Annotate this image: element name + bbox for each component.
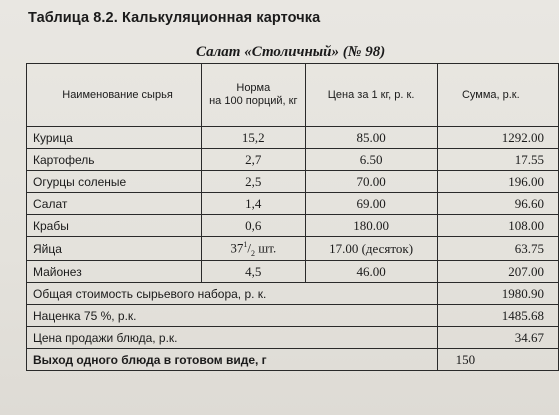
summary-value: 150 (437, 349, 558, 371)
summary-row (27, 305, 559, 327)
row-name: Яйца (27, 237, 202, 261)
row-name: Салат (27, 193, 202, 215)
row-price: 17.00 (десяток) (305, 237, 437, 261)
row-price: 69.00 (305, 193, 437, 215)
row-price: 70.00 (305, 171, 437, 193)
summary-row (27, 327, 559, 349)
row-name: Крабы (27, 215, 202, 237)
summary-row (27, 283, 559, 305)
card-title: Салат «Столичный» (№ 98) (196, 44, 386, 60)
row-price: 6.50 (305, 149, 437, 171)
row-sum: 63.75 (437, 237, 558, 261)
table-header-row (27, 64, 559, 127)
row-sum: 207.00 (437, 261, 558, 283)
row-name: Майонез (27, 261, 202, 283)
header-name (27, 64, 202, 127)
row-name: Огурцы соленые (27, 171, 202, 193)
table-row (27, 127, 559, 149)
row-price: 46.00 (305, 261, 437, 283)
header-norm-line2: на 100 порций, кг (209, 95, 298, 107)
table-caption-text: Калькуляционная карточка (122, 10, 321, 26)
summary-value: 34.67 (437, 327, 558, 349)
table-caption-label: Таблица 8.2. (28, 10, 118, 26)
norm-frac-den: 2 (251, 248, 255, 258)
row-sum: 196.00 (437, 171, 558, 193)
header-norm (202, 64, 306, 127)
table-caption (28, 10, 320, 26)
summary-label: Общая стоимость сырьевого набора, р. к. (27, 283, 438, 305)
row-sum: 96.60 (437, 193, 558, 215)
row-price: 180.00 (305, 215, 437, 237)
table-row (27, 171, 559, 193)
row-sum: 17.55 (437, 149, 558, 171)
summary-row (27, 349, 559, 371)
table-row (27, 237, 559, 261)
norm-whole: 37 (230, 239, 244, 255)
table-row (27, 215, 559, 237)
row-price: 85.00 (305, 127, 437, 149)
header-sum-label: Сумма, р.к. (461, 88, 520, 101)
header-sum (437, 64, 558, 127)
summary-label: Выход одного блюда в готовом виде, г (27, 349, 438, 371)
row-norm: 1,4 (202, 193, 306, 215)
summary-label: Наценка 75 %, р.к. (27, 305, 438, 327)
summary-value: 1485.68 (437, 305, 558, 327)
costing-table (26, 63, 559, 371)
row-name: Курица (27, 127, 202, 149)
table-row (27, 193, 559, 215)
table-row (27, 261, 559, 283)
row-sum: 1292.00 (437, 127, 558, 149)
summary-label: Цена продажи блюда, р.к. (27, 327, 438, 349)
header-name-label: Наименование сырья (62, 88, 173, 101)
norm-frac-num: 1 (243, 239, 248, 249)
row-sum: 108.00 (437, 215, 558, 237)
row-norm: 4,5 (202, 261, 306, 283)
row-norm: 2,5 (202, 171, 306, 193)
table-row (27, 149, 559, 171)
header-price (305, 64, 437, 127)
row-norm: $37^1/_2$ шт. (202, 237, 306, 261)
row-norm: 15,2 (202, 127, 306, 149)
header-price-label: Цена за 1 кг, р. к. (327, 88, 415, 101)
row-norm: 2,7 (202, 149, 306, 171)
summary-value: 1980.90 (437, 283, 558, 305)
row-name: Картофель (27, 149, 202, 171)
header-norm-line1: Норма (236, 82, 271, 94)
norm-unit: шт. (258, 239, 277, 255)
row-norm: 0,6 (202, 215, 306, 237)
